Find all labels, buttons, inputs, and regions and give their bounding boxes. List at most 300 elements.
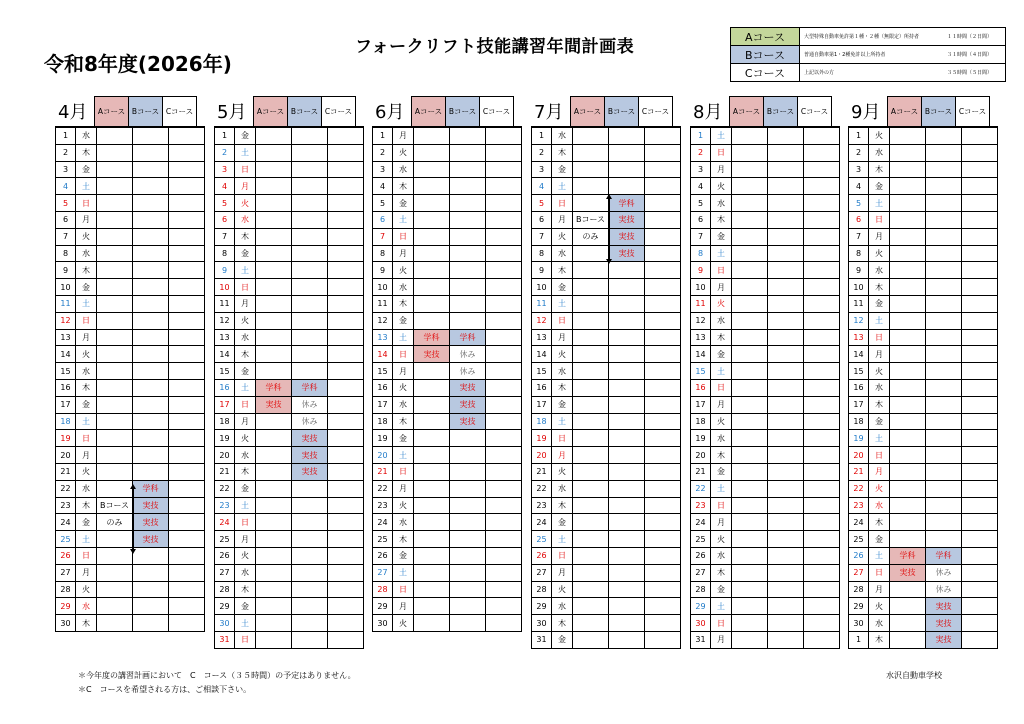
table-row [849, 581, 998, 598]
weekday: 土 [393, 329, 414, 346]
table-row [532, 480, 681, 497]
course-c-cell [962, 615, 998, 632]
range-arrow [133, 488, 134, 550]
course-b-cell [292, 312, 328, 329]
course-c-cell [804, 547, 840, 564]
course-a-cell [573, 564, 609, 581]
weekday: 水 [869, 497, 890, 514]
weekday: 水 [235, 329, 256, 346]
course-b-cell [768, 128, 804, 145]
day-number: 21 [215, 463, 235, 480]
course-b-cell [926, 514, 962, 531]
day-number: 29 [373, 598, 393, 615]
legend-hours: １１時間（２日間） [943, 28, 1006, 46]
weekday: 木 [76, 379, 97, 396]
course-header-b: Bコース [921, 96, 956, 126]
course-c-cell [486, 245, 522, 262]
course-c-cell [486, 211, 522, 228]
day-number: 24 [849, 514, 869, 531]
day-number: 14 [215, 346, 235, 363]
weekday: 金 [76, 514, 97, 531]
course-c-cell [486, 312, 522, 329]
table-row [691, 497, 840, 514]
weekday: 火 [552, 581, 573, 598]
weekday: 木 [711, 564, 732, 581]
weekday: 月 [235, 531, 256, 548]
month-6 [372, 96, 522, 632]
course-b-cell [926, 396, 962, 413]
course-c-cell [169, 615, 205, 632]
page-title: フォークリフト技能講習年間計画表 [355, 37, 635, 57]
day-number: 28 [691, 581, 711, 598]
course-b-cell: 休み [292, 413, 328, 430]
course-c-cell [962, 228, 998, 245]
table-row [56, 245, 205, 262]
weekday: 金 [711, 581, 732, 598]
day-number: 11 [373, 295, 393, 312]
course-c-cell [486, 480, 522, 497]
course-b-cell [450, 581, 486, 598]
table-row [373, 245, 522, 262]
table-row [215, 379, 364, 396]
course-a-cell [414, 228, 450, 245]
course-c-cell [328, 413, 364, 430]
table-row [56, 463, 205, 480]
course-a-cell [414, 547, 450, 564]
course-c-cell [486, 531, 522, 548]
course-c-cell [962, 430, 998, 447]
weekday: 木 [393, 531, 414, 548]
legend-name: Cコース [731, 64, 800, 82]
course-b-cell [926, 430, 962, 447]
course-c-cell [645, 262, 681, 279]
course-b-cell [450, 312, 486, 329]
course-a-cell [414, 581, 450, 598]
day-number: 1 [215, 128, 235, 145]
day-number: 28 [532, 581, 552, 598]
weekday: 月 [869, 228, 890, 245]
table-row [373, 144, 522, 161]
course-a-cell [732, 178, 768, 195]
day-number: 29 [215, 598, 235, 615]
course-c-cell [804, 615, 840, 632]
weekday: 日 [235, 514, 256, 531]
day-number: 22 [56, 480, 76, 497]
course-b-cell [292, 497, 328, 514]
day-number: 29 [849, 598, 869, 615]
weekday: 日 [711, 144, 732, 161]
course-c-cell [804, 531, 840, 548]
table-row [532, 178, 681, 195]
course-c-cell [169, 178, 205, 195]
course-a-cell [732, 329, 768, 346]
course-c-cell [962, 312, 998, 329]
table-row [691, 346, 840, 363]
course-c-cell [645, 447, 681, 464]
course-b-cell [768, 396, 804, 413]
course-b-cell [768, 228, 804, 245]
course-a-cell [573, 497, 609, 514]
day-number: 17 [215, 396, 235, 413]
day-number: 28 [849, 581, 869, 598]
day-number: 15 [215, 363, 235, 380]
day-number: 19 [849, 430, 869, 447]
course-c-cell [645, 531, 681, 548]
course-c-cell [804, 195, 840, 212]
table-row [56, 161, 205, 178]
course-b-cell [768, 295, 804, 312]
course-a-cell [890, 195, 926, 212]
weekday: 水 [869, 379, 890, 396]
course-b-cell [609, 581, 645, 598]
weekday: 金 [393, 547, 414, 564]
day-number: 26 [215, 547, 235, 564]
course-c-cell [645, 245, 681, 262]
table-row [532, 581, 681, 598]
course-a-cell [256, 413, 292, 430]
table-row [849, 211, 998, 228]
course-a-cell [732, 514, 768, 531]
course-b-cell: 実技 [133, 514, 169, 531]
course-c-cell [328, 547, 364, 564]
table-row [532, 531, 681, 548]
course-b-cell: 学科 [609, 195, 645, 212]
course-b-cell [609, 564, 645, 581]
table-row [532, 128, 681, 145]
weekday: 日 [552, 195, 573, 212]
course-a-cell [97, 430, 133, 447]
day-number: 22 [691, 480, 711, 497]
table-row [373, 262, 522, 279]
course-a-cell [97, 128, 133, 145]
month-9 [848, 96, 998, 649]
course-c-cell [328, 346, 364, 363]
course-a-cell [732, 161, 768, 178]
school-name: 水沢自動車学校 [886, 671, 942, 680]
weekday: 火 [711, 295, 732, 312]
table-row [56, 531, 205, 548]
table-row [373, 598, 522, 615]
month-header [372, 96, 522, 127]
weekday: 月 [711, 161, 732, 178]
table-row [56, 581, 205, 598]
course-b-cell: 休み [450, 346, 486, 363]
course-a-cell [573, 245, 609, 262]
day-number: 18 [56, 413, 76, 430]
table-row [849, 144, 998, 161]
course-a-cell [414, 128, 450, 145]
course-c-cell [962, 581, 998, 598]
course-a-cell [890, 379, 926, 396]
course-c-cell [486, 128, 522, 145]
course-a-cell [890, 128, 926, 145]
course-b-cell [292, 581, 328, 598]
weekday: 土 [869, 547, 890, 564]
course-a-cell [732, 295, 768, 312]
course-b-cell [133, 379, 169, 396]
day-number: 29 [56, 598, 76, 615]
course-header-a: Aコース [570, 96, 605, 126]
day-number: 3 [691, 161, 711, 178]
course-a-cell [890, 211, 926, 228]
weekday: 土 [235, 497, 256, 514]
weekday: 日 [711, 497, 732, 514]
table-row [373, 430, 522, 447]
day-number: 17 [56, 396, 76, 413]
course-a-cell [414, 178, 450, 195]
course-c-cell [645, 396, 681, 413]
course-c-cell [804, 128, 840, 145]
table-row [215, 631, 364, 648]
table-row [373, 514, 522, 531]
weekday: 木 [76, 262, 97, 279]
course-header-b: Bコース [287, 96, 322, 126]
course-c-cell [804, 312, 840, 329]
course-a-cell [97, 531, 133, 548]
day-number: 23 [849, 497, 869, 514]
course-a-cell [890, 430, 926, 447]
course-b-cell: 実技 [609, 245, 645, 262]
course-a-cell [890, 480, 926, 497]
course-a-cell [890, 463, 926, 480]
course-b-cell [926, 211, 962, 228]
day-number: 6 [56, 211, 76, 228]
course-a-cell [414, 295, 450, 312]
course-c-cell [486, 262, 522, 279]
course-b-cell [609, 631, 645, 648]
course-b-cell [926, 531, 962, 548]
weekday: 日 [76, 547, 97, 564]
course-b-cell [768, 262, 804, 279]
day-number: 19 [691, 430, 711, 447]
course-a-cell [97, 245, 133, 262]
day-number: 18 [691, 413, 711, 430]
course-c-cell [962, 463, 998, 480]
weekday: 火 [869, 128, 890, 145]
day-number: 26 [373, 547, 393, 564]
course-a-cell [414, 245, 450, 262]
table-row [849, 295, 998, 312]
weekday: 木 [869, 161, 890, 178]
table-row [215, 514, 364, 531]
note-line: ＊今年度の講習計画において C コース（３５時間）の予定はありません。 [78, 671, 356, 680]
table-row [691, 329, 840, 346]
course-c-cell [962, 531, 998, 548]
month-table [55, 127, 205, 632]
day-number: 18 [215, 413, 235, 430]
table-row [373, 581, 522, 598]
day-number: 5 [691, 195, 711, 212]
table-row [532, 312, 681, 329]
course-b-cell [768, 363, 804, 380]
course-b-cell: 実技 [926, 615, 962, 632]
table-row [849, 379, 998, 396]
course-b-cell [609, 514, 645, 531]
table-row [691, 430, 840, 447]
table-row [532, 631, 681, 648]
table-row [691, 631, 840, 648]
course-b-cell [768, 480, 804, 497]
day-number: 22 [532, 480, 552, 497]
course-b-cell [768, 312, 804, 329]
weekday: 木 [552, 497, 573, 514]
course-header-c: Cコース [321, 96, 356, 126]
course-b-cell [768, 161, 804, 178]
weekday: 月 [869, 581, 890, 598]
day-number: 1 [373, 128, 393, 145]
course-b-cell [609, 531, 645, 548]
weekday: 日 [76, 430, 97, 447]
month-label: 9月 [851, 102, 881, 123]
day-number: 12 [849, 312, 869, 329]
course-a-cell [890, 581, 926, 598]
legend-desc: 上記以外の方 [800, 64, 944, 82]
weekday: 火 [393, 144, 414, 161]
weekday: 水 [235, 447, 256, 464]
weekday: 土 [76, 531, 97, 548]
course-b-cell [768, 631, 804, 648]
weekday: 土 [393, 211, 414, 228]
day-number: 18 [373, 413, 393, 430]
weekday: 水 [76, 363, 97, 380]
course-a-cell: Bコース [573, 211, 609, 228]
course-c-cell [804, 447, 840, 464]
course-b-cell [292, 547, 328, 564]
day-number: 23 [691, 497, 711, 514]
weekday: 木 [76, 497, 97, 514]
table-row [56, 363, 205, 380]
course-c-cell [645, 144, 681, 161]
course-c-cell [328, 245, 364, 262]
day-number: 24 [691, 514, 711, 531]
day-number: 25 [56, 531, 76, 548]
course-a-cell [732, 396, 768, 413]
day-number: 14 [56, 346, 76, 363]
table-row [532, 396, 681, 413]
weekday: 日 [711, 379, 732, 396]
day-number: 14 [373, 346, 393, 363]
table-row [373, 178, 522, 195]
course-c-cell [328, 128, 364, 145]
course-a-cell [97, 615, 133, 632]
course-c-cell [328, 228, 364, 245]
weekday: 月 [393, 128, 414, 145]
weekday: 火 [393, 379, 414, 396]
course-b-cell [133, 279, 169, 296]
day-number: 5 [849, 195, 869, 212]
day-number: 25 [691, 531, 711, 548]
table-row [532, 564, 681, 581]
weekday: 土 [552, 531, 573, 548]
day-number: 3 [373, 161, 393, 178]
course-c-cell [328, 598, 364, 615]
course-a-cell [732, 430, 768, 447]
course-b-cell [292, 195, 328, 212]
course-a-cell [573, 161, 609, 178]
course-b-cell [768, 329, 804, 346]
weekday: 火 [76, 228, 97, 245]
course-b-cell [609, 598, 645, 615]
course-c-cell [328, 581, 364, 598]
course-c-cell [962, 497, 998, 514]
table-row [215, 396, 364, 413]
day-number: 8 [56, 245, 76, 262]
course-c-cell [169, 329, 205, 346]
day-number: 3 [532, 161, 552, 178]
course-c-cell [169, 463, 205, 480]
course-c-cell [486, 497, 522, 514]
course-b-cell [609, 279, 645, 296]
course-c-cell [328, 178, 364, 195]
course-a-cell [256, 514, 292, 531]
course-a-cell [414, 430, 450, 447]
course-c-cell [486, 564, 522, 581]
course-c-cell [486, 144, 522, 161]
weekday: 水 [76, 128, 97, 145]
course-c-cell [804, 161, 840, 178]
course-c-cell [645, 295, 681, 312]
course-c-cell [169, 128, 205, 145]
course-c-cell [486, 161, 522, 178]
course-b-cell [292, 211, 328, 228]
course-b-cell: 実技 [609, 211, 645, 228]
table-row [373, 161, 522, 178]
course-b-cell [609, 447, 645, 464]
day-number: 23 [532, 497, 552, 514]
day-number: 15 [373, 363, 393, 380]
course-c-cell [645, 463, 681, 480]
table-row [215, 497, 364, 514]
course-a-cell [256, 547, 292, 564]
course-c-cell [804, 413, 840, 430]
course-b-cell: 学科 [292, 379, 328, 396]
course-b-cell [292, 178, 328, 195]
weekday: 水 [711, 195, 732, 212]
course-b-cell: 学科 [133, 480, 169, 497]
table-row [56, 430, 205, 447]
course-b-cell: 実技 [450, 396, 486, 413]
table-row [56, 413, 205, 430]
table-row [215, 598, 364, 615]
day-number: 4 [849, 178, 869, 195]
weekday: 金 [552, 396, 573, 413]
day-number: 15 [532, 363, 552, 380]
course-b-cell [926, 279, 962, 296]
course-c-cell [486, 346, 522, 363]
table-row [849, 262, 998, 279]
course-c-cell [486, 195, 522, 212]
course-b-cell [926, 161, 962, 178]
weekday: 火 [235, 195, 256, 212]
day-number: 20 [373, 447, 393, 464]
table-row [691, 161, 840, 178]
table-row [373, 480, 522, 497]
day-number: 12 [373, 312, 393, 329]
course-b-cell [926, 178, 962, 195]
course-c-cell [645, 581, 681, 598]
weekday: 金 [76, 161, 97, 178]
weekday: 木 [869, 396, 890, 413]
course-c-cell [804, 581, 840, 598]
day-number: 17 [532, 396, 552, 413]
course-b-cell [926, 228, 962, 245]
course-a-cell [890, 447, 926, 464]
day-number: 17 [691, 396, 711, 413]
table-row [691, 413, 840, 430]
course-a-cell [256, 480, 292, 497]
course-a-cell [732, 581, 768, 598]
weekday: 金 [393, 312, 414, 329]
